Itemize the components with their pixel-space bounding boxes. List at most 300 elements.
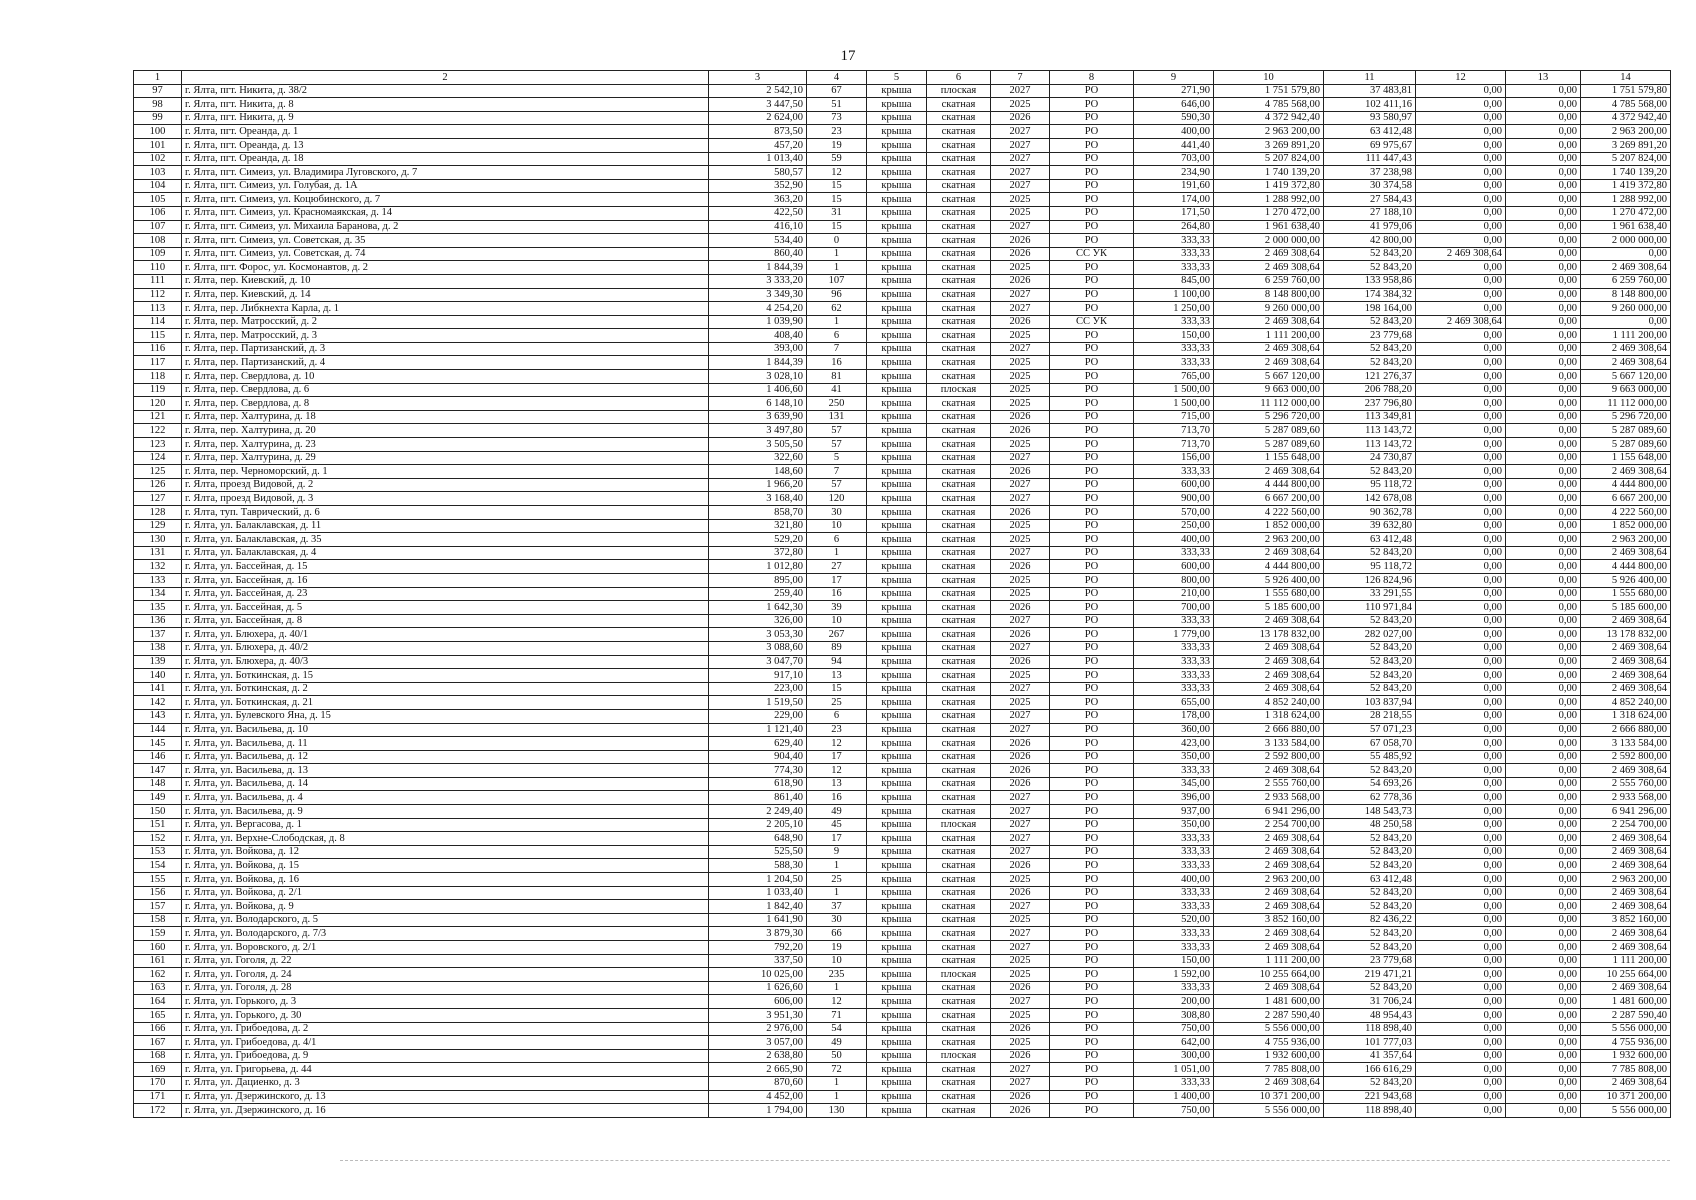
cell-area: 2 542,10	[709, 84, 807, 98]
cell-total-cost: 4 444 800,00	[1214, 560, 1324, 574]
cell-area: 3 053,30	[709, 628, 807, 642]
cell-row-number: 139	[134, 655, 182, 669]
cell-regional-funds: 13 178 832,00	[1581, 628, 1671, 642]
cell-extra-cost: 110 971,84	[1324, 601, 1416, 615]
cell-fund-type: РО	[1050, 1022, 1134, 1036]
cell-year: 2025	[991, 968, 1050, 982]
cell-address: г. Ялта, пгт. Никита, д. 8	[182, 98, 709, 112]
cell-regional-funds: 2 254 700,00	[1581, 818, 1671, 832]
cell-year: 2027	[991, 641, 1050, 655]
cell-residents: 13	[807, 777, 867, 791]
cell-element: крыша	[867, 138, 927, 152]
cell-element: крыша	[867, 261, 927, 275]
cell-regional-funds: 2 469 308,64	[1581, 764, 1671, 778]
cell-owner-funds: 0,00	[1416, 791, 1506, 805]
cell-area: 457,20	[709, 138, 807, 152]
cell-owner-funds: 0,00	[1416, 954, 1506, 968]
cell-element: крыша	[867, 1008, 927, 1022]
cell-regional-funds: 2 000 000,00	[1581, 234, 1671, 248]
column-header-5: 5	[867, 71, 927, 85]
cell-regional-funds: 1 852 000,00	[1581, 519, 1671, 533]
cell-fund-type: РО	[1050, 424, 1134, 438]
cell-total-cost: 2 469 308,64	[1214, 342, 1324, 356]
cell-extra-cost: 52 843,20	[1324, 981, 1416, 995]
cell-other-funds: 0,00	[1506, 247, 1581, 261]
cell-extra-cost: 23 779,68	[1324, 329, 1416, 343]
cell-extra-cost: 282 027,00	[1324, 628, 1416, 642]
cell-area: 1 033,40	[709, 886, 807, 900]
cell-other-funds: 0,00	[1506, 573, 1581, 587]
cell-year: 2026	[991, 764, 1050, 778]
cell-extra-cost: 142 678,08	[1324, 492, 1416, 506]
cell-address: г. Ялта, пер. Халтурина, д. 20	[182, 424, 709, 438]
cell-year: 2026	[991, 655, 1050, 669]
cell-other-funds: 0,00	[1506, 465, 1581, 479]
cell-extra-cost: 111 447,43	[1324, 152, 1416, 166]
table-row	[134, 682, 1671, 696]
cell-area: 3 333,20	[709, 274, 807, 288]
cell-residents: 6	[807, 329, 867, 343]
cell-other-funds: 0,00	[1506, 764, 1581, 778]
table-row	[134, 274, 1671, 288]
cell-year: 2027	[991, 478, 1050, 492]
cell-owner-funds: 0,00	[1416, 601, 1506, 615]
cell-residents: 57	[807, 478, 867, 492]
cell-element: крыша	[867, 968, 927, 982]
cell-year: 2027	[991, 302, 1050, 316]
cell-regional-funds: 0,00	[1581, 315, 1671, 329]
cell-total-cost: 2 254 700,00	[1214, 818, 1324, 832]
cell-other-funds: 0,00	[1506, 84, 1581, 98]
cell-residents: 19	[807, 138, 867, 152]
cell-row-number: 138	[134, 641, 182, 655]
cell-volume: 191,60	[1134, 179, 1214, 193]
cell-regional-funds: 5 926 400,00	[1581, 573, 1671, 587]
cell-roof-type: скатная	[927, 465, 991, 479]
cell-owner-funds: 0,00	[1416, 614, 1506, 628]
cell-address: г. Ялта, пер. Киевский, д. 14	[182, 288, 709, 302]
cell-fund-type: РО	[1050, 179, 1134, 193]
cell-address: г. Ялта, ул. Боткинская, д. 15	[182, 669, 709, 683]
cell-fund-type: РО	[1050, 274, 1134, 288]
cell-residents: 267	[807, 628, 867, 642]
cell-owner-funds: 0,00	[1416, 832, 1506, 846]
cell-fund-type: РО	[1050, 111, 1134, 125]
cell-total-cost: 2 933 568,00	[1214, 791, 1324, 805]
cell-area: 3 639,90	[709, 410, 807, 424]
cell-element: крыша	[867, 1104, 927, 1118]
cell-regional-funds: 1 419 372,80	[1581, 179, 1671, 193]
cell-owner-funds: 0,00	[1416, 302, 1506, 316]
cell-area: 422,50	[709, 206, 807, 220]
table-row	[134, 397, 1671, 411]
cell-residents: 66	[807, 927, 867, 941]
cell-year: 2025	[991, 669, 1050, 683]
cell-regional-funds: 2 963 200,00	[1581, 533, 1671, 547]
cell-year: 2027	[991, 451, 1050, 465]
cell-roof-type: плоская	[927, 968, 991, 982]
cell-element: крыша	[867, 614, 927, 628]
cell-row-number: 118	[134, 370, 182, 384]
cell-element: крыша	[867, 438, 927, 452]
cell-roof-type: скатная	[927, 845, 991, 859]
cell-element: крыша	[867, 410, 927, 424]
column-header-14: 14	[1581, 71, 1671, 85]
cell-total-cost: 2 469 308,64	[1214, 641, 1324, 655]
table-row	[134, 533, 1671, 547]
cell-regional-funds: 2 469 308,64	[1581, 900, 1671, 914]
cell-row-number: 172	[134, 1104, 182, 1118]
cell-area: 1 844,39	[709, 261, 807, 275]
cell-residents: 23	[807, 125, 867, 139]
cell-address: г. Ялта, ул. Володарского, д. 7/3	[182, 927, 709, 941]
cell-address: г. Ялта, ул. Войкова, д. 2/1	[182, 886, 709, 900]
cell-other-funds: 0,00	[1506, 546, 1581, 560]
cell-owner-funds: 0,00	[1416, 723, 1506, 737]
cell-area: 2 976,00	[709, 1022, 807, 1036]
cell-row-number: 103	[134, 166, 182, 180]
cell-row-number: 170	[134, 1076, 182, 1090]
cell-roof-type: скатная	[927, 342, 991, 356]
cell-roof-type: скатная	[927, 370, 991, 384]
cell-volume: 400,00	[1134, 125, 1214, 139]
cell-fund-type: РО	[1050, 818, 1134, 832]
cell-element: крыша	[867, 723, 927, 737]
cell-residents: 7	[807, 342, 867, 356]
cell-address: г. Ялта, пгт. Симеиз, ул. Советская, д. 35	[182, 234, 709, 248]
cell-regional-funds: 2 469 308,64	[1581, 342, 1671, 356]
cell-address: г. Ялта, пгт. Симеиз, ул. Михаила Баранова, д. 2	[182, 220, 709, 234]
cell-total-cost: 2 469 308,64	[1214, 1076, 1324, 1090]
cell-fund-type: РО	[1050, 220, 1134, 234]
cell-element: крыша	[867, 709, 927, 723]
cell-volume: 600,00	[1134, 478, 1214, 492]
cell-volume: 713,70	[1134, 438, 1214, 452]
cell-year: 2025	[991, 356, 1050, 370]
cell-fund-type: РО	[1050, 737, 1134, 751]
cell-other-funds: 0,00	[1506, 261, 1581, 275]
cell-row-number: 136	[134, 614, 182, 628]
cell-year: 2025	[991, 329, 1050, 343]
cell-other-funds: 0,00	[1506, 1076, 1581, 1090]
cell-year: 2027	[991, 125, 1050, 139]
cell-volume: 765,00	[1134, 370, 1214, 384]
cell-extra-cost: 52 843,20	[1324, 669, 1416, 683]
cell-volume: 333,33	[1134, 682, 1214, 696]
cell-element: крыша	[867, 669, 927, 683]
cell-fund-type: РО	[1050, 438, 1134, 452]
cell-owner-funds: 2 469 308,64	[1416, 315, 1506, 329]
cell-regional-funds: 5 667 120,00	[1581, 370, 1671, 384]
cell-other-funds: 0,00	[1506, 832, 1581, 846]
cell-other-funds: 0,00	[1506, 927, 1581, 941]
cell-residents: 50	[807, 1049, 867, 1063]
cell-area: 2 205,10	[709, 818, 807, 832]
cell-extra-cost: 24 730,87	[1324, 451, 1416, 465]
cell-fund-type: РО	[1050, 587, 1134, 601]
table-row	[134, 342, 1671, 356]
cell-fund-type: СС УК	[1050, 315, 1134, 329]
cell-area: 606,00	[709, 995, 807, 1009]
cell-residents: 71	[807, 1008, 867, 1022]
cell-residents: 0	[807, 234, 867, 248]
cell-other-funds: 0,00	[1506, 1036, 1581, 1050]
cell-total-cost: 5 556 000,00	[1214, 1022, 1324, 1036]
cell-owner-funds: 0,00	[1416, 465, 1506, 479]
cell-year: 2027	[991, 791, 1050, 805]
table-row	[134, 873, 1671, 887]
cell-regional-funds: 2 469 308,64	[1581, 1076, 1671, 1090]
table-row	[134, 438, 1671, 452]
cell-volume: 845,00	[1134, 274, 1214, 288]
table-row	[134, 628, 1671, 642]
cell-other-funds: 0,00	[1506, 451, 1581, 465]
cell-year: 2025	[991, 573, 1050, 587]
cell-roof-type: скатная	[927, 750, 991, 764]
cell-fund-type: РО	[1050, 968, 1134, 982]
cell-extra-cost: 133 958,86	[1324, 274, 1416, 288]
cell-year: 2026	[991, 560, 1050, 574]
cell-fund-type: РО	[1050, 152, 1134, 166]
cell-residents: 5	[807, 451, 867, 465]
cell-fund-type: РО	[1050, 288, 1134, 302]
table-row	[134, 614, 1671, 628]
cell-volume: 333,33	[1134, 669, 1214, 683]
cell-residents: 16	[807, 356, 867, 370]
cell-volume: 441,40	[1134, 138, 1214, 152]
cell-area: 774,30	[709, 764, 807, 778]
cell-volume: 655,00	[1134, 696, 1214, 710]
cell-element: крыша	[867, 1076, 927, 1090]
cell-fund-type: РО	[1050, 329, 1134, 343]
cell-row-number: 140	[134, 669, 182, 683]
cell-other-funds: 0,00	[1506, 329, 1581, 343]
cell-roof-type: скатная	[927, 655, 991, 669]
cell-total-cost: 5 185 600,00	[1214, 601, 1324, 615]
cell-area: 1 204,50	[709, 873, 807, 887]
cell-area: 525,50	[709, 845, 807, 859]
cell-extra-cost: 52 843,20	[1324, 655, 1416, 669]
cell-extra-cost: 174 384,32	[1324, 288, 1416, 302]
cell-area: 917,10	[709, 669, 807, 683]
table-row	[134, 777, 1671, 791]
cell-regional-funds: 4 852 240,00	[1581, 696, 1671, 710]
cell-total-cost: 2 469 308,64	[1214, 546, 1324, 560]
cell-row-number: 165	[134, 1008, 182, 1022]
cell-total-cost: 1 481 600,00	[1214, 995, 1324, 1009]
cell-extra-cost: 121 276,37	[1324, 370, 1416, 384]
cell-area: 1 642,30	[709, 601, 807, 615]
cell-area: 393,00	[709, 342, 807, 356]
table-row	[134, 329, 1671, 343]
cell-roof-type: скатная	[927, 873, 991, 887]
cell-regional-funds: 2 469 308,64	[1581, 941, 1671, 955]
cell-other-funds: 0,00	[1506, 560, 1581, 574]
cell-regional-funds: 1 288 992,00	[1581, 193, 1671, 207]
cell-row-number: 151	[134, 818, 182, 832]
cell-roof-type: плоская	[927, 383, 991, 397]
column-header-1: 1	[134, 71, 182, 85]
cell-row-number: 148	[134, 777, 182, 791]
cell-other-funds: 0,00	[1506, 859, 1581, 873]
cell-row-number: 168	[134, 1049, 182, 1063]
cell-other-funds: 0,00	[1506, 519, 1581, 533]
table-row	[134, 193, 1671, 207]
cell-address: г. Ялта, пгт. Ореанда, д. 18	[182, 152, 709, 166]
table-row	[134, 709, 1671, 723]
cell-row-number: 107	[134, 220, 182, 234]
cell-other-funds: 0,00	[1506, 900, 1581, 914]
cell-owner-funds: 0,00	[1416, 519, 1506, 533]
cell-residents: 25	[807, 873, 867, 887]
cell-area: 229,00	[709, 709, 807, 723]
cell-area: 4 452,00	[709, 1090, 807, 1104]
cell-address: г. Ялта, ул. Григорьева, д. 44	[182, 1063, 709, 1077]
cell-total-cost: 4 755 936,00	[1214, 1036, 1324, 1050]
cell-residents: 17	[807, 750, 867, 764]
cell-owner-funds: 0,00	[1416, 410, 1506, 424]
cell-area: 648,90	[709, 832, 807, 846]
cell-fund-type: РО	[1050, 954, 1134, 968]
cell-residents: 6	[807, 709, 867, 723]
cell-extra-cost: 52 843,20	[1324, 342, 1416, 356]
cell-year: 2026	[991, 1022, 1050, 1036]
cell-fund-type: РО	[1050, 995, 1134, 1009]
cell-other-funds: 0,00	[1506, 274, 1581, 288]
table-row	[134, 410, 1671, 424]
cell-owner-funds: 0,00	[1416, 546, 1506, 560]
cell-volume: 570,00	[1134, 506, 1214, 520]
cell-year: 2027	[991, 138, 1050, 152]
cell-row-number: 102	[134, 152, 182, 166]
cell-other-funds: 0,00	[1506, 424, 1581, 438]
cell-area: 2 638,80	[709, 1049, 807, 1063]
cell-regional-funds: 1 155 648,00	[1581, 451, 1671, 465]
cell-residents: 12	[807, 764, 867, 778]
cell-row-number: 149	[134, 791, 182, 805]
cell-year: 2027	[991, 1076, 1050, 1090]
cell-row-number: 154	[134, 859, 182, 873]
cell-owner-funds: 0,00	[1416, 777, 1506, 791]
cell-address: г. Ялта, ул. Войкова, д. 15	[182, 859, 709, 873]
cell-residents: 15	[807, 193, 867, 207]
cell-fund-type: РО	[1050, 410, 1134, 424]
cell-extra-cost: 30 374,58	[1324, 179, 1416, 193]
cell-residents: 1	[807, 859, 867, 873]
cell-residents: 9	[807, 845, 867, 859]
cell-element: крыша	[867, 1049, 927, 1063]
cell-other-funds: 0,00	[1506, 506, 1581, 520]
cell-total-cost: 2 555 760,00	[1214, 777, 1324, 791]
cell-residents: 10	[807, 954, 867, 968]
cell-fund-type: РО	[1050, 900, 1134, 914]
cell-residents: 1	[807, 315, 867, 329]
cell-year: 2027	[991, 709, 1050, 723]
cell-total-cost: 1 288 992,00	[1214, 193, 1324, 207]
cell-extra-cost: 166 616,29	[1324, 1063, 1416, 1077]
cell-address: г. Ялта, ул. Балаклавская, д. 11	[182, 519, 709, 533]
cell-volume: 333,33	[1134, 1076, 1214, 1090]
cell-element: крыша	[867, 900, 927, 914]
table-row	[134, 573, 1671, 587]
cell-owner-funds: 0,00	[1416, 152, 1506, 166]
cell-roof-type: скатная	[927, 723, 991, 737]
cell-total-cost: 2 469 308,64	[1214, 655, 1324, 669]
cell-extra-cost: 52 843,20	[1324, 845, 1416, 859]
cell-volume: 150,00	[1134, 329, 1214, 343]
cell-residents: 25	[807, 696, 867, 710]
cell-residents: 49	[807, 1036, 867, 1050]
cell-roof-type: скатная	[927, 206, 991, 220]
cell-total-cost: 2 469 308,64	[1214, 614, 1324, 628]
cell-residents: 12	[807, 166, 867, 180]
cell-owner-funds: 0,00	[1416, 818, 1506, 832]
cell-year: 2025	[991, 696, 1050, 710]
cell-volume: 333,33	[1134, 234, 1214, 248]
cell-element: крыша	[867, 764, 927, 778]
cell-regional-funds: 5 185 600,00	[1581, 601, 1671, 615]
cell-fund-type: РО	[1050, 614, 1134, 628]
cell-residents: 1	[807, 886, 867, 900]
cell-extra-cost: 37 238,98	[1324, 166, 1416, 180]
cell-volume: 333,33	[1134, 900, 1214, 914]
cell-roof-type: скатная	[927, 573, 991, 587]
cell-volume: 300,00	[1134, 1049, 1214, 1063]
cell-regional-funds: 0,00	[1581, 247, 1671, 261]
cell-roof-type: скатная	[927, 356, 991, 370]
cell-extra-cost: 113 349,81	[1324, 410, 1416, 424]
cell-extra-cost: 57 071,23	[1324, 723, 1416, 737]
cell-year: 2025	[991, 873, 1050, 887]
cell-regional-funds: 4 785 568,00	[1581, 98, 1671, 112]
cell-owner-funds: 0,00	[1416, 478, 1506, 492]
cell-row-number: 142	[134, 696, 182, 710]
register-table	[133, 70, 1671, 1118]
cell-other-funds: 0,00	[1506, 533, 1581, 547]
cell-regional-funds: 1 751 579,80	[1581, 84, 1671, 98]
cell-fund-type: РО	[1050, 1076, 1134, 1090]
cell-owner-funds: 0,00	[1416, 193, 1506, 207]
cell-element: крыша	[867, 818, 927, 832]
cell-fund-type: РО	[1050, 913, 1134, 927]
cell-other-funds: 0,00	[1506, 818, 1581, 832]
cell-element: крыша	[867, 682, 927, 696]
cell-roof-type: скатная	[927, 261, 991, 275]
table-row	[134, 465, 1671, 479]
cell-regional-funds: 5 556 000,00	[1581, 1022, 1671, 1036]
cell-regional-funds: 2 555 760,00	[1581, 777, 1671, 791]
cell-residents: 17	[807, 832, 867, 846]
cell-owner-funds: 0,00	[1416, 573, 1506, 587]
cell-year: 2026	[991, 315, 1050, 329]
cell-regional-funds: 1 932 600,00	[1581, 1049, 1671, 1063]
cell-year: 2027	[991, 342, 1050, 356]
cell-other-funds: 0,00	[1506, 845, 1581, 859]
cell-fund-type: РО	[1050, 981, 1134, 995]
cell-element: крыша	[867, 913, 927, 927]
table-row	[134, 315, 1671, 329]
cell-address: г. Ялта, пер. Халтурина, д. 29	[182, 451, 709, 465]
cell-year: 2026	[991, 628, 1050, 642]
cell-element: крыша	[867, 220, 927, 234]
column-header-12: 12	[1416, 71, 1506, 85]
cell-address: г. Ялта, ул. Бассейная, д. 8	[182, 614, 709, 628]
cell-other-funds: 0,00	[1506, 1049, 1581, 1063]
cell-total-cost: 1 111 200,00	[1214, 329, 1324, 343]
cell-other-funds: 0,00	[1506, 723, 1581, 737]
table-row	[134, 1090, 1671, 1104]
cell-fund-type: РО	[1050, 886, 1134, 900]
